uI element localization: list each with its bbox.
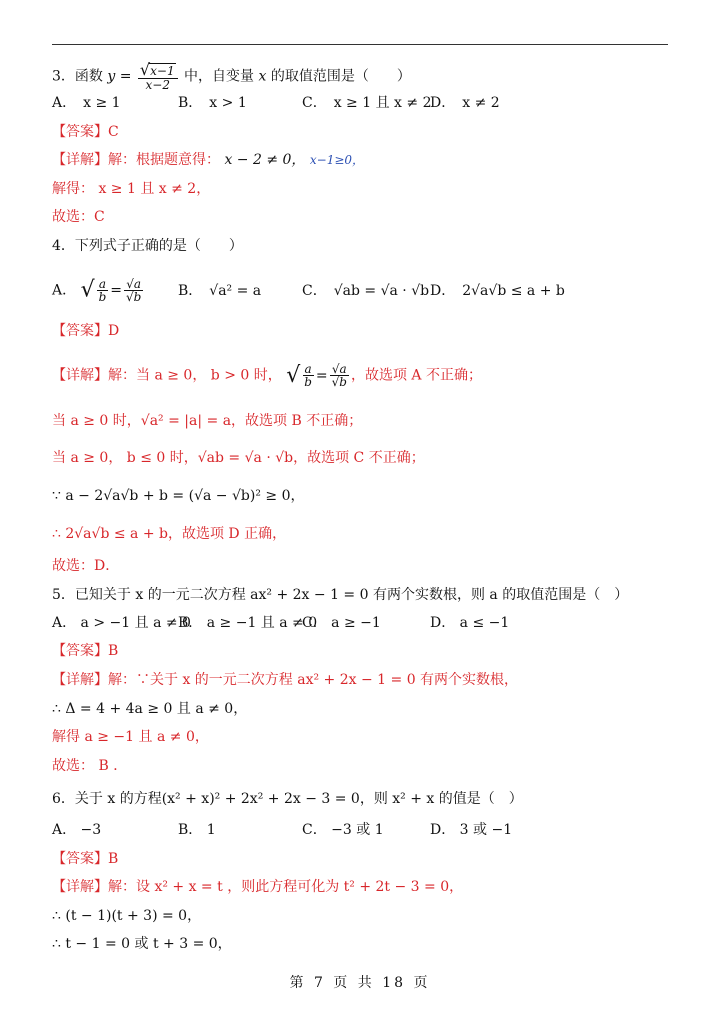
q5-detail-2: ∴ Δ = 4 + 4a ≥ 0 且 a ≠ 0， [52,701,248,717]
q5-answer: 【答案】B [52,643,119,659]
q3-fraction: $\frac{√x-1}{x-2}$ [138,62,178,91]
q3-choose: 故选：C [52,209,105,225]
q5-option-b: B． a ≥ −1 且 a ≠ 0 [178,615,318,631]
q6-option-a: A． −3 [52,822,102,838]
q4-option-a: A． √ $\frac{a}{b}$ = $\frac{√a}{√b}$ [52,277,142,304]
q3-variable: x [258,68,267,85]
q4-option-b: B． √a² = a [178,283,262,299]
q4-option-a-label: A． [52,282,77,299]
q6-detail-1: 【详解】解：设 x² + x = t ，则此方程可化为 t² + 2t − 3 = 0， [52,879,464,895]
q6-detail-2: ∴ (t − 1)(t + 3) = 0， [52,908,202,924]
q3-stem-a: 3．函数 [52,68,103,85]
q5-choose: 故选： B ． [52,758,128,774]
q6-detail-3: ∴ t − 1 = 0 或 t + 3 = 0， [52,936,232,952]
q5-option-d: D． a ≤ −1 [430,615,510,631]
q5-stem: 5．已知关于 x 的一元二次方程 ax² + 2x − 1 = 0 有两个实数根，则 a 的取值范围是（ ） [52,587,629,603]
q3-denominator: x−2 [145,78,170,92]
q4-detail-4: ∵ a − 2√a√b + b = (√a − √b)² ≥ 0， [52,488,305,504]
header-rule [52,44,668,45]
q3-stem-c: 的取值范围是（ ） [270,68,411,85]
q3-detail [52,150,364,170]
q3-numerator: x−1 [150,64,175,78]
q3-detail-a: 解：根据题意得： [108,152,220,168]
q3-option-b: B． x > 1 [178,95,247,111]
q3-detail-c: x−1≥0， [309,153,365,167]
q5-detail-1: 【详解】解：∵关于 x 的一元二次方程 ax² + 2x − 1 = 0 有两个实数根， [52,672,519,688]
q6-option-c: C． −3 或 1 [302,822,384,838]
q4-option-d: D． 2√a√b ≤ a + b [430,283,565,299]
q3-option-a: A． x ≥ 1 [52,95,121,111]
q3-answer: 【答案】C [52,124,119,140]
q4-detail-3: 当 a ≥ 0， b ≤ 0 时，√ab = √a · √b，故选项 C 不正确； [52,450,425,466]
q4-detail-1a: 解：当 a ≥ 0， b > 0 时， [108,367,282,384]
q5-detail-3: 解得 a ≥ −1 且 a ≠ 0， [52,729,209,745]
q3-detail-tag: 【详解】 [52,152,108,168]
q4-option-a-frac-right: $\frac{√a}{√b}$ [126,277,142,304]
q4-option-a-frac-left: $\frac{a}{b}$ [98,277,107,304]
q6-option-d: D． 3 或 −1 [430,822,513,838]
q3-solve: 解得： x ≥ 1 且 x ≠ 2， [52,181,211,197]
q3-option-c: C． x ≥ 1 且 x ≠ 2 [302,95,432,111]
q4-detail-2: 当 a ≥ 0 时，√a² = |a| = a，故选项 B 不正确； [52,413,363,429]
page-footer: 第 7 页 共 18 页 [289,975,431,991]
q3-option-d: D． x ≠ 2 [430,95,500,111]
q6-stem: 6．关于 x 的方程(x² + x)² + 2x² + 2x − 3 = 0，则 x² + x 的值是（ ） [52,791,523,807]
q4-detail-1: 【详解】解：当 a ≥ 0， b > 0 时， √ $\frac{a}{b}$ = $\frac{√a}{√b}$ ，故选项 A 不正确； [52,362,482,389]
q3-detail-b: x − 2 ≠ 0， [224,152,306,168]
q4-choose: 故选：D． [52,558,120,574]
q5-option-c: C． a ≥ −1 [302,615,381,631]
q6-option-b: B． 1 [178,822,216,838]
q3-function-label: y = [107,68,132,85]
q4-detail-5: ∴ 2√a√b ≤ a + b，故选项 D 正确， [52,526,287,542]
q4-answer: 【答案】D [52,323,120,339]
q6-answer: 【答案】B [52,851,119,867]
q4-option-c: C． √ab = √a · √b [302,283,430,299]
q4-detail-1b: ，故选项 A 不正确； [350,367,482,384]
q5-option-a: A． a > −1 且 a ≠ 0 [52,615,191,631]
q3-stem [52,62,411,91]
q3-stem-b: 中，自变量 [184,68,255,85]
q4-detail-tag: 【详解】 [52,367,108,384]
q4-stem: 4．下列式子正确的是（ ） [52,238,243,254]
